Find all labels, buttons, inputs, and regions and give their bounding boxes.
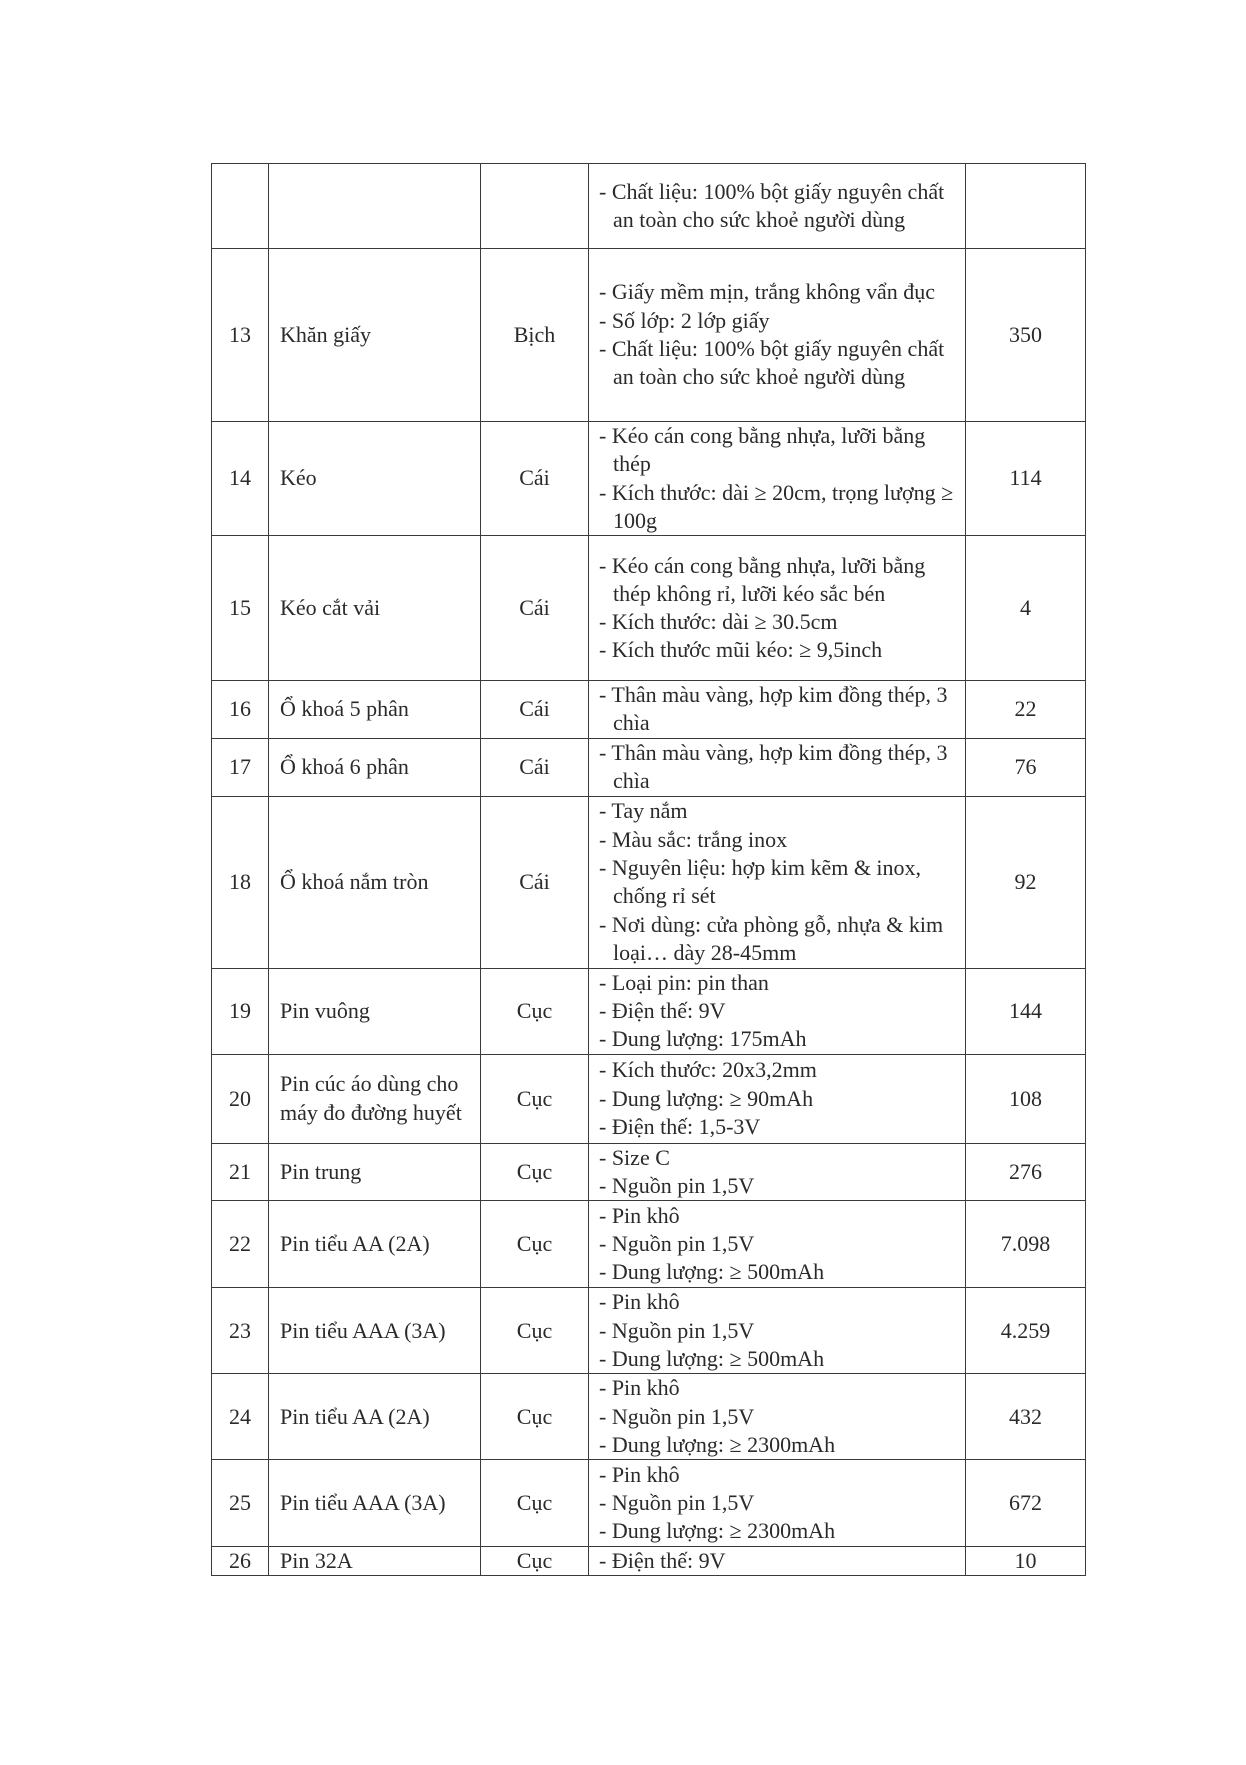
specification-line: - Dung lượng: ≥ 2300mAh xyxy=(599,1431,836,1457)
specification-line: - Kích thước mũi kéo: ≥ 9,5inch xyxy=(599,637,883,663)
row-number-cell: 25 xyxy=(212,1460,269,1547)
item-name-cell: Kéo xyxy=(269,422,481,536)
row-number-cell: 14 xyxy=(212,422,269,536)
unit-cell xyxy=(481,164,589,249)
item-name-cell: Ổ khoá 5 phân xyxy=(269,681,481,739)
specification-cell xyxy=(589,1288,966,1374)
table-row xyxy=(212,422,1086,536)
specification-line: - Kéo cán cong bằng nhựa, lưỡi bằng thép xyxy=(599,423,926,477)
quantity-cell: 76 xyxy=(966,738,1086,796)
item-name-cell: Ổ khoá 6 phân xyxy=(269,738,481,796)
row-number-cell: 22 xyxy=(212,1201,269,1288)
table-row xyxy=(212,796,1086,968)
supply-spec-table xyxy=(211,163,1086,1576)
row-number-cell: 26 xyxy=(212,1547,269,1576)
table-row xyxy=(212,1288,1086,1374)
specification-line: - Dung lượng: ≥ 90mAh xyxy=(599,1085,814,1111)
item-name-cell: Pin tiểu AA (2A) xyxy=(269,1374,481,1460)
specification-line: - Chất liệu: 100% bột giấy nguyên chất an toàn cho sức khoẻ người dùng xyxy=(599,178,945,232)
quantity-cell: 92 xyxy=(966,796,1086,968)
unit-cell: Cục xyxy=(481,1288,589,1374)
specification-line: - Nguyên liệu: hợp kim kẽm & inox, chống rỉ sét xyxy=(599,854,922,909)
quantity-cell: 22 xyxy=(966,681,1086,739)
specification-line: - Kéo cán cong bằng nhựa, lưỡi bằng thép không rỉ, lưỡi kéo sắc bén xyxy=(599,552,926,606)
specification-cell xyxy=(589,681,966,739)
specification-line: - Kích thước: 20x3,2mm xyxy=(599,1057,817,1083)
specification-line: - Dung lượng: ≥ 500mAh xyxy=(599,1345,825,1371)
specification-line: - Tay nắm xyxy=(599,798,688,824)
quantity-cell: 7.098 xyxy=(966,1201,1086,1288)
specification-line: - Kích thước: dài ≥ 20cm, trọng lượng ≥ 100g xyxy=(599,479,954,533)
quantity-cell: 4.259 xyxy=(966,1288,1086,1374)
item-name-cell xyxy=(269,164,481,249)
quantity-cell: 10 xyxy=(966,1547,1086,1576)
specification-cell xyxy=(589,164,966,249)
row-number-cell: 24 xyxy=(212,1374,269,1460)
specification-line: - Thân màu vàng, hợp kim đồng thép, 3 chìa xyxy=(599,682,948,736)
table-row xyxy=(212,1374,1086,1460)
specification-line: - Size C xyxy=(599,1144,670,1170)
specification-cell xyxy=(589,1054,966,1143)
unit-cell: Cái xyxy=(481,681,589,739)
specification-line: - Số lớp: 2 lớp giấy xyxy=(599,307,770,333)
specification-line: - Nguồn pin 1,5V xyxy=(599,1403,755,1429)
table-body xyxy=(212,164,1086,1576)
quantity-cell: 144 xyxy=(966,968,1086,1054)
specification-line: - Kích thước: dài ≥ 30.5cm xyxy=(599,609,838,635)
specification-cell xyxy=(589,968,966,1054)
specification-line: - Pin khô xyxy=(599,1461,680,1487)
specification-line: - Giấy mềm mịn, trắng không vẩn đục xyxy=(599,279,936,305)
specification-line: - Pin khô xyxy=(599,1202,680,1228)
item-name-cell: Pin 32A xyxy=(269,1547,481,1576)
table-row xyxy=(212,164,1086,249)
row-number-cell: 17 xyxy=(212,738,269,796)
specification-line: - Nguồn pin 1,5V xyxy=(599,1231,755,1257)
item-name-cell: Kéo cắt vải xyxy=(269,536,481,681)
unit-cell: Cục xyxy=(481,1547,589,1576)
table-row xyxy=(212,1201,1086,1288)
table-row xyxy=(212,738,1086,796)
unit-cell: Cái xyxy=(481,738,589,796)
specification-line: - Thân màu vàng, hợp kim đồng thép, 3 chìa xyxy=(599,739,948,794)
table-row xyxy=(212,1143,1086,1201)
row-number-cell: 13 xyxy=(212,249,269,422)
table-row xyxy=(212,1460,1086,1547)
unit-cell: Cục xyxy=(481,1460,589,1547)
row-number-cell: 15 xyxy=(212,536,269,681)
row-number-cell: 18 xyxy=(212,796,269,968)
quantity-cell: 276 xyxy=(966,1143,1086,1201)
specification-cell xyxy=(589,796,966,968)
specification-cell xyxy=(589,1143,966,1201)
quantity-cell: 672 xyxy=(966,1460,1086,1547)
unit-cell: Cục xyxy=(481,1201,589,1288)
item-name-cell: Pin tiểu AAA (3A) xyxy=(269,1460,481,1547)
table-row xyxy=(212,681,1086,739)
row-number-cell: 21 xyxy=(212,1143,269,1201)
quantity-cell: 350 xyxy=(966,249,1086,422)
unit-cell: Cái xyxy=(481,536,589,681)
specification-line: - Điện thế: 9V xyxy=(599,1548,726,1574)
row-number-cell: 20 xyxy=(212,1054,269,1143)
specification-line: - Nguồn pin 1,5V xyxy=(599,1172,755,1198)
item-name-cell: Khăn giấy xyxy=(269,249,481,422)
specification-line: - Pin khô xyxy=(599,1289,680,1315)
specification-cell xyxy=(589,249,966,422)
table-row xyxy=(212,249,1086,422)
unit-cell: Cục xyxy=(481,1374,589,1460)
item-name-cell: Pin tiểu AAA (3A) xyxy=(269,1288,481,1374)
unit-cell: Cái xyxy=(481,422,589,536)
unit-cell: Cái xyxy=(481,796,589,968)
table-row xyxy=(212,968,1086,1054)
table-row xyxy=(212,1054,1086,1143)
quantity-cell: 4 xyxy=(966,536,1086,681)
unit-cell: Cục xyxy=(481,968,589,1054)
table-row xyxy=(212,536,1086,681)
specification-cell xyxy=(589,1547,966,1576)
item-name-cell: Pin trung xyxy=(269,1143,481,1201)
specification-line: - Dung lượng: ≥ 2300mAh xyxy=(599,1518,836,1544)
row-number-cell: 16 xyxy=(212,681,269,739)
specification-cell xyxy=(589,422,966,536)
table-row xyxy=(212,1547,1086,1576)
quantity-cell: 432 xyxy=(966,1374,1086,1460)
specification-line: - Loại pin: pin than xyxy=(599,969,769,995)
specification-line: - Dung lượng: ≥ 500mAh xyxy=(599,1259,825,1285)
specification-line: - Màu sắc: trắng inox xyxy=(599,826,788,852)
specification-cell xyxy=(589,1201,966,1288)
specification-line: - Điện thế: 9V xyxy=(599,998,726,1024)
item-name-cell: Pin tiểu AA (2A) xyxy=(269,1201,481,1288)
unit-cell: Cục xyxy=(481,1143,589,1201)
quantity-cell: 114 xyxy=(966,422,1086,536)
item-name-cell: Ổ khoá nắm tròn xyxy=(269,796,481,968)
row-number-cell: 19 xyxy=(212,968,269,1054)
quantity-cell xyxy=(966,164,1086,249)
specification-line: - Pin khô xyxy=(599,1375,680,1401)
specification-line: - Nguồn pin 1,5V xyxy=(599,1317,755,1343)
specification-line: - Nguồn pin 1,5V xyxy=(599,1490,755,1515)
specification-cell xyxy=(589,738,966,796)
item-name-cell: Pin vuông xyxy=(269,968,481,1054)
item-name-cell: Pin cúc áo dùng cho máy đo đường huyết xyxy=(269,1054,481,1143)
specification-cell xyxy=(589,1374,966,1460)
specification-line: - Điện thế: 1,5-3V xyxy=(599,1113,761,1139)
specification-line: - Nơi dùng: cửa phòng gỗ, nhựa & kim loại… dày 28-45mm xyxy=(599,911,944,965)
specification-line: - Dung lượng: 175mAh xyxy=(599,1026,807,1052)
unit-cell: Bịch xyxy=(481,249,589,422)
unit-cell: Cục xyxy=(481,1054,589,1143)
quantity-cell: 108 xyxy=(966,1054,1086,1143)
row-number-cell xyxy=(212,164,269,249)
row-number-cell: 23 xyxy=(212,1288,269,1374)
specification-cell xyxy=(589,536,966,681)
specification-cell xyxy=(589,1460,966,1547)
specification-line: - Chất liệu: 100% bột giấy nguyên chất an toàn cho sức khoẻ người dùng xyxy=(599,336,945,390)
